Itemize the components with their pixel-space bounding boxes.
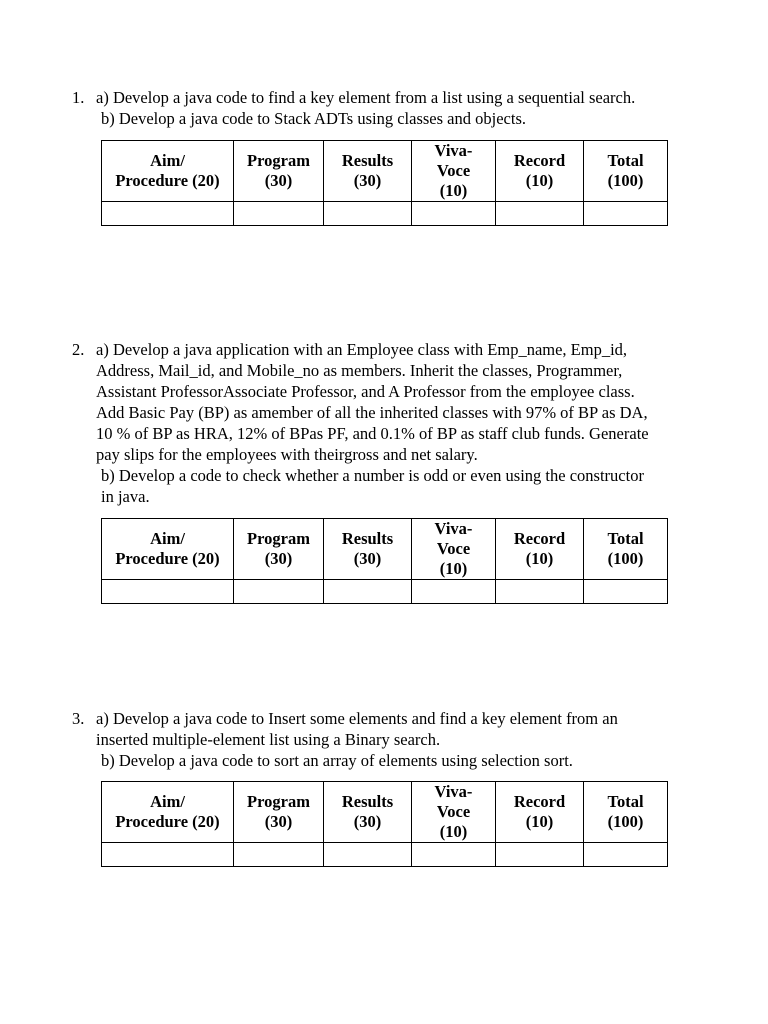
question-line: in java. — [101, 487, 150, 506]
header-results: Results (30) — [324, 519, 412, 580]
marks-entry-row — [102, 202, 668, 226]
header-record: Record (10) — [496, 782, 584, 843]
mark-cell-total — [584, 202, 668, 226]
header-viva-voce: Viva- Voce (10) — [412, 519, 496, 580]
header-aim-procedure: Aim/ Procedure (20) — [102, 782, 234, 843]
mark-cell-viva-voce — [412, 843, 496, 867]
question-line: inserted multiple-element list using a Binary search. — [96, 730, 441, 749]
mark-cell-record — [496, 843, 584, 867]
mark-cell-viva-voce — [412, 580, 496, 604]
header-aim-procedure: Aim/ Procedure (20) — [102, 519, 234, 580]
marks-table — [101, 518, 668, 604]
question-line: a) Develop a java application with an Employee class with Emp_name, Emp_id, — [96, 340, 628, 359]
header-viva-voce: Viva- Voce (10) — [412, 141, 496, 202]
marks-entry-row — [102, 580, 668, 604]
marks-entry-row — [102, 843, 668, 867]
question-line: b) Develop a code to check whether a number is odd or even using the constructor — [101, 466, 644, 485]
question-line: Assistant ProfessorAssociate Professor, and A Professor from the employee class. — [96, 382, 635, 401]
marks-header-row — [102, 141, 668, 202]
mark-cell-aim-procedure — [102, 202, 234, 226]
header-program: Program (30) — [234, 519, 324, 580]
question-number: 2. — [72, 340, 85, 359]
question-number: 1. — [72, 88, 85, 107]
header-program: Program (30) — [234, 782, 324, 843]
mark-cell-aim-procedure — [102, 843, 234, 867]
header-results: Results (30) — [324, 782, 412, 843]
question-text — [96, 339, 708, 507]
mark-cell-record — [496, 202, 584, 226]
marks-table — [101, 140, 668, 226]
question-text — [96, 708, 708, 771]
header-record: Record (10) — [496, 141, 584, 202]
header-results: Results (30) — [324, 141, 412, 202]
header-aim-procedure: Aim/ Procedure (20) — [102, 141, 234, 202]
mark-cell-program — [234, 202, 324, 226]
question-line: Address, Mail_id, and Mobile_no as members. Inherit the classes, Programmer, — [96, 361, 623, 380]
question-line: b) Develop a java code to Stack ADTs using classes and objects. — [101, 109, 526, 128]
header-total: Total (100) — [584, 519, 668, 580]
mark-cell-program — [234, 580, 324, 604]
mark-cell-results — [324, 580, 412, 604]
question-line: 10 % of BP as HRA, 12% of BPas PF, and 0.1% of BP as staff club funds. Generate — [96, 424, 649, 443]
mark-cell-total — [584, 843, 668, 867]
question-line: pay slips for the employees with theirgross and net salary. — [96, 445, 478, 464]
question-line: Add Basic Pay (BP) as amember of all the inherited classes with 97% of BP as DA, — [96, 403, 648, 422]
marks-header-row — [102, 782, 668, 843]
mark-cell-record — [496, 580, 584, 604]
question-line: a) Develop a java code to Insert some elements and find a key element from an — [96, 709, 618, 728]
question-line: b) Develop a java code to sort an array of elements using selection sort. — [101, 751, 573, 770]
question-number: 3. — [72, 709, 85, 728]
header-record: Record (10) — [496, 519, 584, 580]
mark-cell-total — [584, 580, 668, 604]
question-line: a) Develop a java code to find a key element from a list using a sequential search. — [96, 88, 636, 107]
mark-cell-results — [324, 202, 412, 226]
mark-cell-results — [324, 843, 412, 867]
marks-table — [101, 781, 668, 867]
mark-cell-viva-voce — [412, 202, 496, 226]
question-text — [96, 87, 708, 129]
header-viva-voce: Viva- Voce (10) — [412, 782, 496, 843]
mark-cell-program — [234, 843, 324, 867]
header-total: Total (100) — [584, 782, 668, 843]
marks-header-row — [102, 519, 668, 580]
header-program: Program (30) — [234, 141, 324, 202]
header-total: Total (100) — [584, 141, 668, 202]
mark-cell-aim-procedure — [102, 580, 234, 604]
